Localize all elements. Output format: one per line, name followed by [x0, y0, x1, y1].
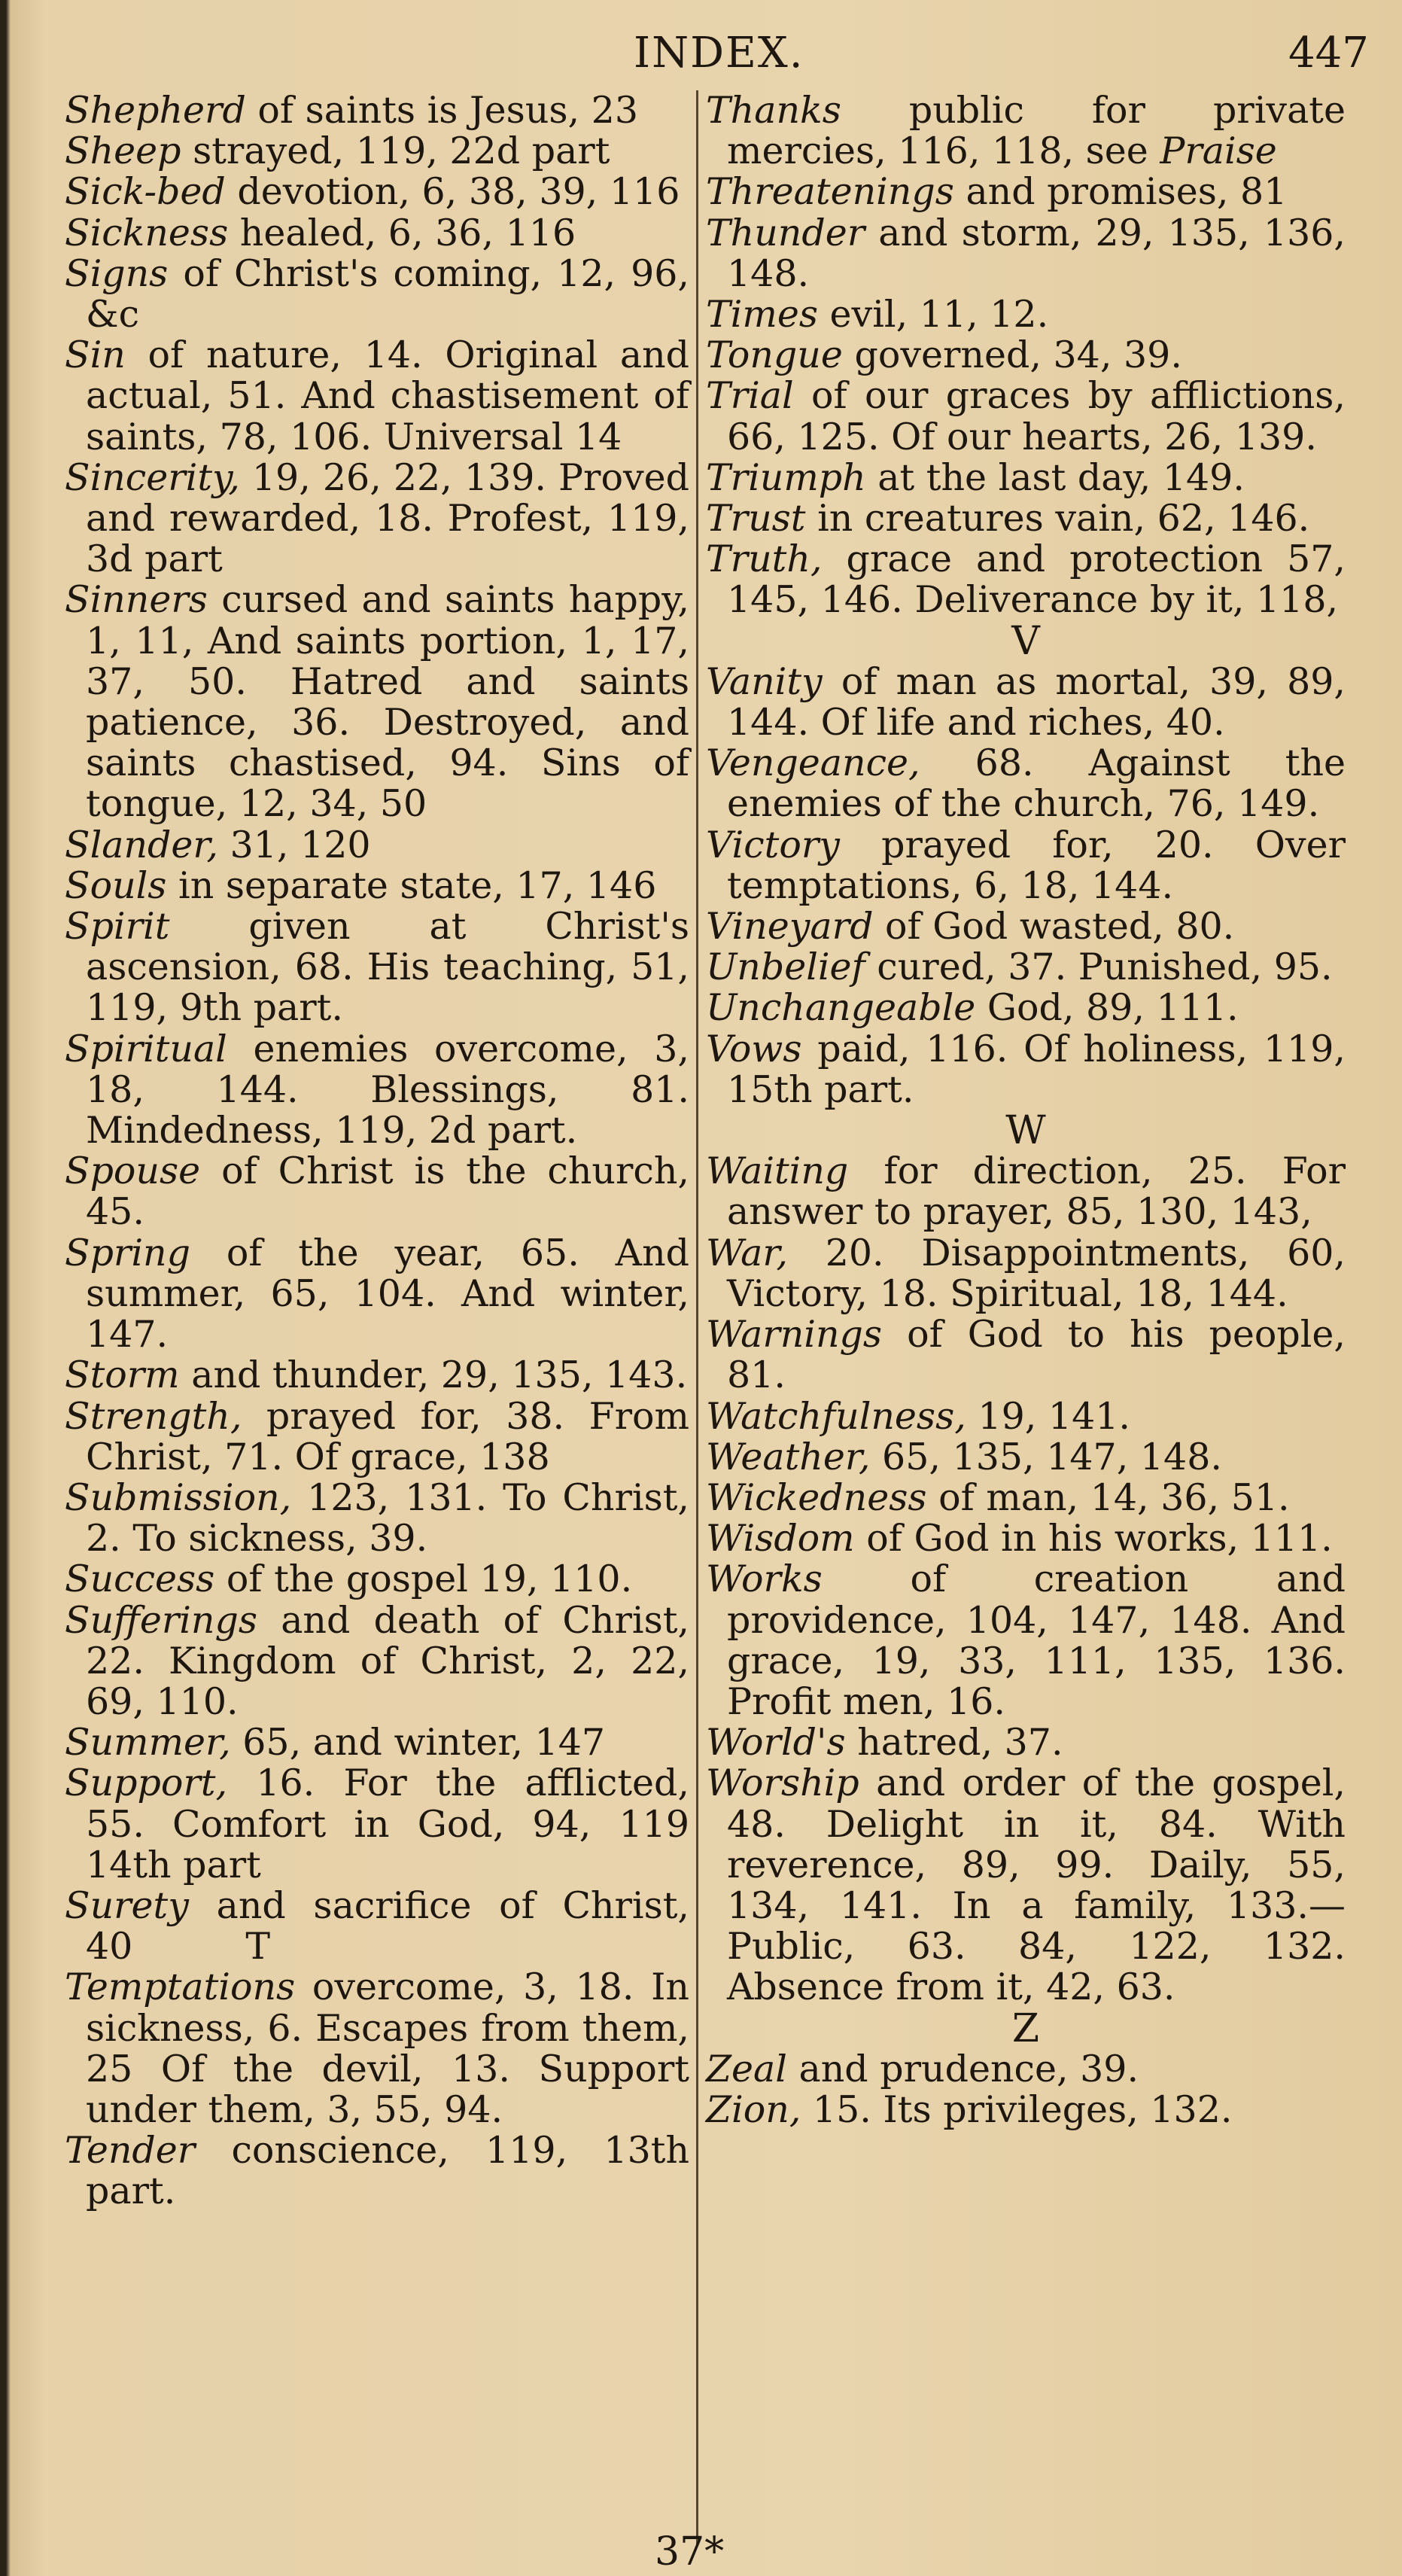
- index-references: conscience, 119, 13th part.: [86, 2129, 689, 2213]
- index-term: Unchangeable: [706, 986, 976, 1030]
- index-entry: [65, 825, 689, 866]
- index-references: of man as mortal, 39, 89, 144. Of life and riches, 40.: [727, 659, 1346, 744]
- index-entry: [65, 1967, 689, 2130]
- index-entry: [706, 90, 1346, 172]
- index-term: Vanity: [706, 659, 823, 703]
- index-entry: [706, 455, 1346, 499]
- index-entry: [65, 1883, 689, 1969]
- index-references: of the gospel 19, 110.: [214, 1557, 633, 1601]
- index-term: Shepherd: [65, 89, 246, 132]
- index-references: public for private mercies, 116, 118, see: [727, 89, 1346, 173]
- index-references: 19, 26, 22, 139. Proved and rewarded, 18. Profest, 119, 3d part: [86, 455, 689, 581]
- section-letter: V: [1011, 618, 1040, 664]
- index-term: Trial: [706, 374, 794, 418]
- page-number: 447: [1288, 29, 1369, 78]
- index-term: Spiritual: [65, 1027, 227, 1070]
- page-header: [0, 29, 1402, 81]
- index-term: Works: [706, 1557, 823, 1601]
- index-references: 65, 135, 147, 148.: [870, 1435, 1222, 1478]
- index-references: overcome, 3, 18. In sickness, 6. Escapes from them, 25 Of the devil, 13. Support under them, 3, 55, 94.: [86, 1965, 689, 2131]
- index-references: evil, 11, 12.: [817, 293, 1049, 336]
- index-term: Sinners: [65, 578, 208, 622]
- index-references: and death of Christ, 22. Kingdom of Christ, 2, 22, 69, 110.: [86, 1598, 689, 1723]
- index-references: in creatures vain, 62, 146.: [805, 497, 1310, 540]
- index-entry: [706, 1559, 1346, 1722]
- index-term: Thanks: [706, 89, 841, 132]
- index-term: World's: [706, 1721, 846, 1765]
- index-term: Tender: [65, 2129, 196, 2173]
- index-references: given at Christ's ascension, 68. His teaching, 51, 119, 9th part.: [86, 905, 689, 1030]
- index-references: 15. Its privileges, 132.: [801, 2087, 1233, 2131]
- index-entry: [65, 1763, 689, 1886]
- index-term: Strength,: [65, 1394, 242, 1438]
- index-entry: [706, 2087, 1346, 2131]
- section-letter: T: [245, 1925, 271, 1969]
- index-entry: [706, 1396, 1346, 1437]
- index-entry: [706, 743, 1346, 824]
- index-references: of saints is Jesus, 23: [245, 89, 639, 132]
- index-references: of the year, 65. And summer, 65, 104. And winter, 147.: [86, 1231, 689, 1357]
- index-entry: [65, 335, 689, 458]
- index-references: and order of the gospel, 48. Delight in it, 84. With reverence, 89, 99. Daily, 55, 134, 141. In a family, 133.— Public, 63. 84, 122, 132. Absence from it, 42, 63.: [727, 1761, 1346, 2009]
- index-references: enemies overcome, 3, 18, 144. Blessings, 81. Mindedness, 119, 2d part.: [86, 1027, 689, 1153]
- index-term: Spouse: [65, 1149, 201, 1193]
- index-entry: [65, 213, 689, 254]
- index-entry: [706, 1029, 1346, 1110]
- index-term: Zeal: [706, 2047, 787, 2090]
- index-term: Sincerity,: [65, 455, 240, 499]
- index-entry: [65, 2130, 689, 2212]
- index-references: for direction, 25. For answer to prayer, 85, 130, 143,: [727, 1149, 1346, 1234]
- index-entry: [65, 1396, 689, 1478]
- index-term: Storm: [65, 1353, 180, 1397]
- index-term: Signs: [65, 251, 169, 295]
- index-term: Sickness: [65, 211, 229, 254]
- index-entry: [65, 1233, 689, 1356]
- index-entry: [65, 131, 689, 172]
- index-entry: [65, 906, 689, 1029]
- index-references: 16. For the afflicted, 55. Comfort in God, 94, 119 14th part: [86, 1761, 689, 1886]
- index-entry: [706, 294, 1346, 335]
- index-entry: [706, 1314, 1346, 1396]
- index-references: and prudence, 39.: [786, 2047, 1139, 2090]
- index-references: strayed, 119, 22d part: [181, 129, 610, 173]
- index-entry: [65, 580, 689, 824]
- index-entry: [706, 539, 1346, 620]
- index-term: Vineyard: [706, 905, 874, 948]
- index-term: War,: [706, 1231, 788, 1274]
- index-term: Truth,: [706, 537, 823, 581]
- index-entry: [706, 1722, 1346, 1763]
- index-term: Unbelief: [706, 945, 865, 989]
- index-references: and promises, 81: [953, 170, 1288, 214]
- index-entry: [65, 1600, 689, 1723]
- index-entry: [65, 455, 689, 581]
- index-entry: [706, 988, 1346, 1028]
- index-references: at the last day, 149.: [865, 455, 1245, 499]
- index-references: and sacrifice of Christ, 40: [86, 1883, 689, 1969]
- index-term: Threatenings: [706, 170, 954, 214]
- index-term: Temptations: [65, 1965, 296, 2009]
- index-references: of creation and providence, 104, 147, 148. And grace, 19, 33, 111, 135, 136. Profit men, 16.: [727, 1557, 1346, 1723]
- index-entry: [65, 1151, 689, 1232]
- index-entry: [706, 213, 1346, 294]
- index-column-left: [65, 90, 689, 2212]
- index-term: Wisdom: [706, 1517, 855, 1561]
- index-references: of God in his works, 111.: [854, 1517, 1333, 1561]
- index-references: hatred, 37.: [845, 1721, 1063, 1765]
- index-references: of Christ is the church, 45.: [86, 1149, 689, 1234]
- index-references: 19, 141.: [966, 1394, 1130, 1438]
- index-references: paid, 116. Of holiness, 119, 15th part.: [727, 1027, 1346, 1111]
- index-term: Worship: [706, 1761, 859, 1805]
- index-entry: [65, 251, 689, 336]
- index-references: of man, 14, 36, 51.: [926, 1475, 1290, 1519]
- index-entry: [706, 1518, 1346, 1559]
- index-references: of God to his people, 81.: [727, 1313, 1346, 1397]
- index-term: Victory: [706, 823, 840, 866]
- index-entry: [65, 172, 689, 212]
- index-references: healed, 6, 36, 116: [228, 211, 576, 254]
- index-entry: [65, 1029, 689, 1152]
- index-entry: [706, 825, 1346, 906]
- index-references: prayed for, 20. Over temptations, 6, 18, 144.: [727, 823, 1346, 907]
- index-term: Vows: [706, 1027, 802, 1070]
- index-references: cursed and saints happy, 1, 11, And saints portion, 1, 17, 37, 50. Hatred and saints patience, 36. Destroyed, and saints chastised, 94. Sins of tongue, 12, 34, 50: [86, 578, 689, 826]
- index-references: 20. Disappointments, 60, Victory, 18. Spiritual, 18, 144.: [727, 1231, 1346, 1315]
- index-term: Warnings: [706, 1313, 883, 1357]
- index-references: and thunder, 29, 135, 143.: [179, 1353, 688, 1397]
- index-references: grace and protection 57, 145, 146. Deliverance by it, 118,: [727, 537, 1346, 622]
- index-entry: [706, 498, 1346, 539]
- index-column-right: [706, 90, 1346, 2130]
- index-entry: [65, 863, 689, 907]
- index-term: Vengeance,: [706, 741, 920, 785]
- index-entry: [706, 1437, 1346, 1478]
- index-term: Spring: [65, 1231, 190, 1274]
- index-references: 68. Against the enemies of the church, 76, 149.: [727, 741, 1346, 826]
- running-title: INDEX.: [634, 29, 804, 78]
- index-term: Watchfulness,: [706, 1394, 966, 1438]
- index-references: in separate state, 17, 146: [166, 863, 657, 907]
- index-entry: [706, 906, 1346, 947]
- index-references: of Christ's coming, 12, 96, &c: [86, 251, 689, 336]
- section-letter: W: [1005, 1108, 1046, 1154]
- index-entry: [706, 172, 1346, 212]
- index-entry: [706, 1475, 1346, 1519]
- index-term: Zion,: [706, 2087, 801, 2131]
- index-entry: [706, 2049, 1346, 2090]
- index-entry: [706, 947, 1346, 988]
- column-divider: [696, 90, 698, 2544]
- index-term: Submission,: [65, 1475, 292, 1519]
- index-term: Summer,: [65, 1721, 231, 1765]
- index-entry: [706, 376, 1346, 457]
- index-references: and storm, 29, 135, 136, 148.: [727, 211, 1346, 295]
- index-references: governed, 34, 39.: [842, 333, 1182, 377]
- index-term: Sheep: [65, 129, 181, 173]
- index-entry: [706, 335, 1346, 376]
- index-references: God, 89, 111.: [975, 986, 1239, 1030]
- index-term: Times: [706, 293, 818, 336]
- index-term: Trust: [706, 497, 806, 540]
- index-term: Wickedness: [706, 1475, 927, 1519]
- index-references: of our graces by afflictions, 66, 125. Of our hearts, 26, 139.: [727, 374, 1346, 458]
- index-term: Souls: [65, 863, 167, 907]
- index-term: Success: [65, 1557, 215, 1601]
- index-entry: [706, 1151, 1346, 1232]
- index-entry: [65, 1722, 689, 1763]
- index-term: Support,: [65, 1761, 228, 1805]
- index-entry: [65, 1559, 689, 1600]
- index-references: prayed for, 38. From Christ, 71. Of grace, 138: [86, 1394, 689, 1478]
- section-letter: Z: [1011, 2005, 1040, 2051]
- signature-mark: 37*: [655, 2529, 725, 2574]
- index-term: Triumph: [706, 455, 866, 499]
- index-term: Sin: [65, 333, 126, 377]
- index-term: Slander,: [65, 823, 218, 866]
- index-references: devotion, 6, 38, 39, 116: [225, 170, 680, 214]
- index-term: Spirit: [65, 905, 170, 948]
- index-entry: [706, 1763, 1346, 2008]
- cross-reference-term: Praise: [1160, 129, 1277, 173]
- index-term: Waiting: [706, 1149, 849, 1193]
- index-entry: [65, 90, 689, 131]
- index-entry: [65, 1475, 689, 1561]
- index-term: Thunder: [706, 211, 865, 254]
- index-entry: [65, 1355, 689, 1396]
- index-references: of God wasted, 80.: [873, 905, 1235, 948]
- index-term: Tongue: [706, 333, 843, 377]
- index-entry: [706, 659, 1346, 744]
- index-term: Sufferings: [65, 1598, 258, 1642]
- index-references: of nature, 14. Original and actual, 51. And chastisement of saints, 78, 106. Universal 14: [86, 333, 689, 458]
- index-term: Weather,: [706, 1435, 871, 1478]
- index-term: Surety: [65, 1883, 189, 1927]
- index-entry: [706, 1233, 1346, 1314]
- index-references: cured, 37. Punished, 95.: [865, 945, 1333, 989]
- index-references: 123, 131. To Christ, 2. To sickness, 39.: [86, 1475, 689, 1561]
- index-term: Sick-bed: [65, 170, 226, 214]
- index-references: 31, 120: [218, 823, 371, 866]
- index-references: 65, and winter, 147: [230, 1721, 606, 1765]
